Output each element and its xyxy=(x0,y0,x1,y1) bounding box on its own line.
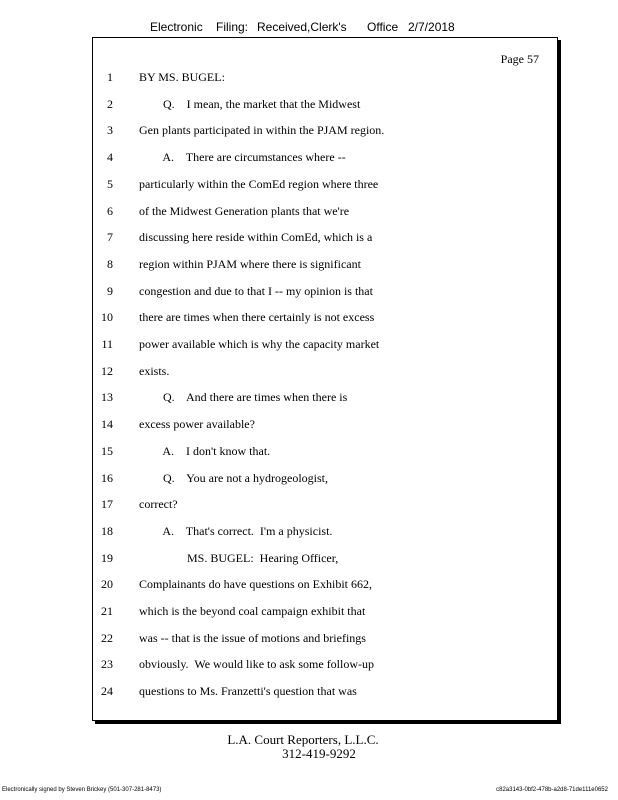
transcript-line xyxy=(93,682,557,700)
transcript-line xyxy=(93,415,557,433)
line-text: there are times when there certainly is not excess xyxy=(139,310,375,325)
transcript-line xyxy=(93,68,557,86)
line-text: Q. And there are times when there is xyxy=(139,390,348,405)
line-text: A. That's correct. I'm a physicist. xyxy=(139,523,333,538)
filing-word-received: Received,Clerk's xyxy=(257,20,347,34)
footer xyxy=(0,733,618,761)
transcript-line xyxy=(93,255,557,273)
line-number: 9 xyxy=(107,283,113,298)
line-number: 20 xyxy=(101,577,113,592)
line-number: 16 xyxy=(101,470,113,485)
transcript-line xyxy=(93,121,557,139)
line-number: 4 xyxy=(107,150,113,165)
line-number: 23 xyxy=(101,657,113,672)
document-hash: c82a3143-0bf2-478b-a2d8-71de111e0652 xyxy=(496,787,608,793)
transcript-line xyxy=(93,335,557,353)
filing-word-filing: Filing: xyxy=(216,20,249,34)
line-number: 18 xyxy=(101,523,113,538)
line-number: 19 xyxy=(101,550,113,565)
line-text: excess power available? xyxy=(139,417,255,432)
line-number: 2 xyxy=(107,96,113,111)
line-text: congestion and due to that I -- my opinion is that xyxy=(139,283,373,298)
transcript-line xyxy=(93,202,557,220)
line-number: 1 xyxy=(107,70,113,84)
transcript-line xyxy=(93,549,557,567)
transcript-line xyxy=(93,282,557,300)
transcript-page xyxy=(92,37,558,721)
transcript-line xyxy=(93,655,557,673)
filing-word-office: Office xyxy=(367,20,399,34)
transcript-line xyxy=(93,495,557,513)
line-number: 12 xyxy=(101,363,113,378)
line-text: Q. I mean, the market that the Midwest xyxy=(139,96,361,111)
transcript-line xyxy=(93,148,557,166)
line-text: Gen plants participated in within the PJAM region. xyxy=(139,123,385,138)
transcript-line xyxy=(93,522,557,540)
line-number: 6 xyxy=(107,203,113,218)
line-text: questions to Ms. Franzetti's question that was xyxy=(139,684,357,699)
page-number: Page 57 xyxy=(500,52,539,66)
line-number: 24 xyxy=(101,684,113,699)
line-text: discussing here reside within ComEd, which is a xyxy=(139,230,373,245)
transcript-line xyxy=(93,95,557,113)
court-reporter-name: L.A. Court Reporters, L.L.C. xyxy=(227,732,379,747)
transcript-line xyxy=(93,602,557,620)
line-text: was -- that is the issue of motions and briefings xyxy=(139,630,366,645)
filing-word-electronic: Electronic xyxy=(150,20,203,34)
transcript-line xyxy=(93,575,557,593)
line-text: MS. BUGEL: Hearing Officer, xyxy=(139,550,339,565)
line-text: Complainants do have questions on Exhibit 662, xyxy=(139,577,372,592)
line-number: 10 xyxy=(101,310,113,325)
line-number: 17 xyxy=(101,497,113,512)
line-number: 22 xyxy=(101,630,113,645)
line-text: BY MS. BUGEL: xyxy=(139,70,225,84)
line-text: exists. xyxy=(139,363,170,378)
line-text: correct? xyxy=(139,497,178,512)
line-number: 13 xyxy=(101,390,113,405)
line-text: A. There are circumstances where -- xyxy=(139,150,346,165)
transcript-line xyxy=(93,442,557,460)
line-number: 8 xyxy=(107,256,113,271)
line-number: 11 xyxy=(101,337,113,351)
line-text: region within PJAM where there is significant xyxy=(139,256,361,271)
court-reporter-phone: 312-419-9292 xyxy=(282,746,356,761)
transcript-line xyxy=(93,175,557,193)
line-number: 3 xyxy=(107,123,113,138)
transcript-line xyxy=(93,469,557,487)
line-number: 14 xyxy=(101,417,113,432)
line-number: 21 xyxy=(101,604,113,618)
line-text: power available which is why the capacity market xyxy=(139,337,380,351)
transcript-line xyxy=(93,308,557,326)
line-text: particularly within the ComEd region where three xyxy=(139,176,379,191)
line-text: of the Midwest Generation plants that we're xyxy=(139,203,350,218)
line-number: 7 xyxy=(107,230,113,245)
transcript-line xyxy=(93,629,557,647)
line-text: A. I don't know that. xyxy=(139,443,271,458)
electronic-signature: Electronically signed by Steven Brickey (501-307-281-8473) xyxy=(2,787,162,793)
filing-date: 2/7/2018 xyxy=(408,20,455,34)
line-text: which is the beyond coal campaign exhibit that xyxy=(139,604,366,618)
transcript-line xyxy=(93,362,557,380)
line-number: 15 xyxy=(101,443,113,458)
filing-stamp-header xyxy=(0,20,618,36)
transcript-line xyxy=(93,228,557,246)
line-text: Q. You are not a hydrogeologist, xyxy=(139,470,328,485)
transcript-line xyxy=(93,388,557,406)
line-text: obviously. We would like to ask some follow-up xyxy=(139,657,375,672)
line-number: 5 xyxy=(107,176,113,191)
